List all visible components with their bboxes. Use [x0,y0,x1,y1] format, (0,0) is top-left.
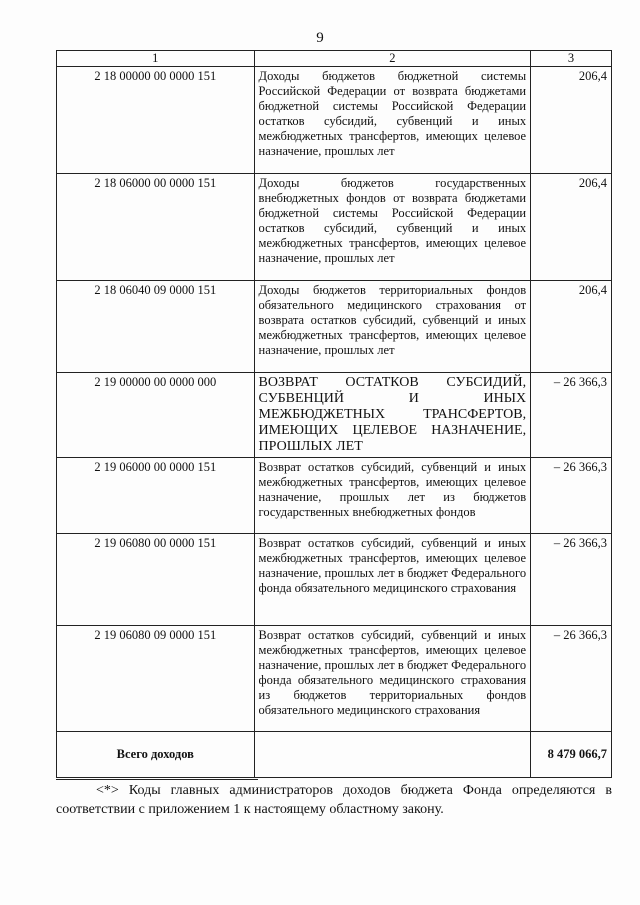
revenue-description: Возврат остатков субсидий, субвенций и иных межбюджетных трансфертов, имеющих целевое назначение, прошлых лет в бюджет Федерального фонда обязательного медицинского страхования из бюджетов территориальных фондов обязательного медицинского страхования [254,626,531,732]
budget-code: 2 19 06080 09 0000 151 [57,626,255,732]
footnote: <*> Коды главных администраторов доходов бюджета Фонда определяются в соответствии с приложением 1 к настоящему областному закону. [56,783,612,817]
budget-code: 2 18 06040 09 0000 151 [57,281,255,373]
revenue-amount: – 26 366,3 [531,534,612,626]
revenue-amount: 206,4 [531,67,612,174]
budget-revenue-table [56,50,612,778]
page-number: 9 [316,30,324,46]
revenue-description: Доходы бюджетов территориальных фондов обязательного медицинского страхования от возврата остатков субсидий, субвенций и иных межбюджетных трансфертов, имеющих целевое назначение, прошлых лет [254,281,531,373]
revenue-amount: 206,4 [531,174,612,281]
revenue-description: Возврат остатков субсидий, субвенций и иных межбюджетных трансфертов, имеющих целевое назначение, прошлых лет в бюджет Федерального фонда обязательного медицинского страхования [254,534,531,626]
footnote-divider [56,779,258,780]
table-row [57,626,612,732]
revenue-description: ВОЗВРАТ ОСТАТКОВ СУБСИДИЙ, СУБВЕНЦИЙ И ИНЫХ МЕЖБЮДЖЕТНЫХ ТРАНСФЕРТОВ, ИМЕЮЩИХ ЦЕЛЕВОЕ НАЗНАЧЕНИЕ, ПРОШЛЫХ ЛЕТ [254,373,531,458]
budget-code: 2 19 00000 00 0000 000 [57,373,255,458]
column-header: 3 [531,51,612,67]
total-label: Всего доходов [57,732,255,778]
table-header-row [57,51,612,67]
revenue-amount: – 26 366,3 [531,373,612,458]
revenue-description: Доходы бюджетов бюджетной системы Российской Федерации от возврата бюджетами бюджетной системы Российской Федерации остатков субсидий, субвенций и иных межбюджетных трансфертов, имеющих целевое назначение, прошлых лет [254,67,531,174]
budget-code: 2 18 06000 00 0000 151 [57,174,255,281]
table-row [57,67,612,174]
revenue-description: Возврат остатков субсидий, субвенций и иных межбюджетных трансфертов, имеющих целевое назначение, прошлых лет из бюджетов государственных внебюджетных фондов [254,458,531,534]
revenue-amount: – 26 366,3 [531,626,612,732]
total-row [57,732,612,778]
table-row [57,458,612,534]
budget-code: 2 18 00000 00 0000 151 [57,67,255,174]
column-header: 1 [57,51,255,67]
revenue-description: Доходы бюджетов государственных внебюджетных фондов от возврата бюджетами бюджетной системы Российской Федерации остатков субсидий, субвенций и иных межбюджетных трансфертов, имеющих целевое назначение, прошлых лет [254,174,531,281]
budget-code: 2 19 06080 00 0000 151 [57,534,255,626]
table-row [57,373,612,458]
revenue-amount: 206,4 [531,281,612,373]
column-header: 2 [254,51,531,67]
total-amount: 8 479 066,7 [531,732,612,778]
revenue-amount: – 26 366,3 [531,458,612,534]
budget-code: 2 19 06000 00 0000 151 [57,458,255,534]
table-row [57,174,612,281]
table-row [57,281,612,373]
total-empty-cell [254,732,531,778]
table-row [57,534,612,626]
